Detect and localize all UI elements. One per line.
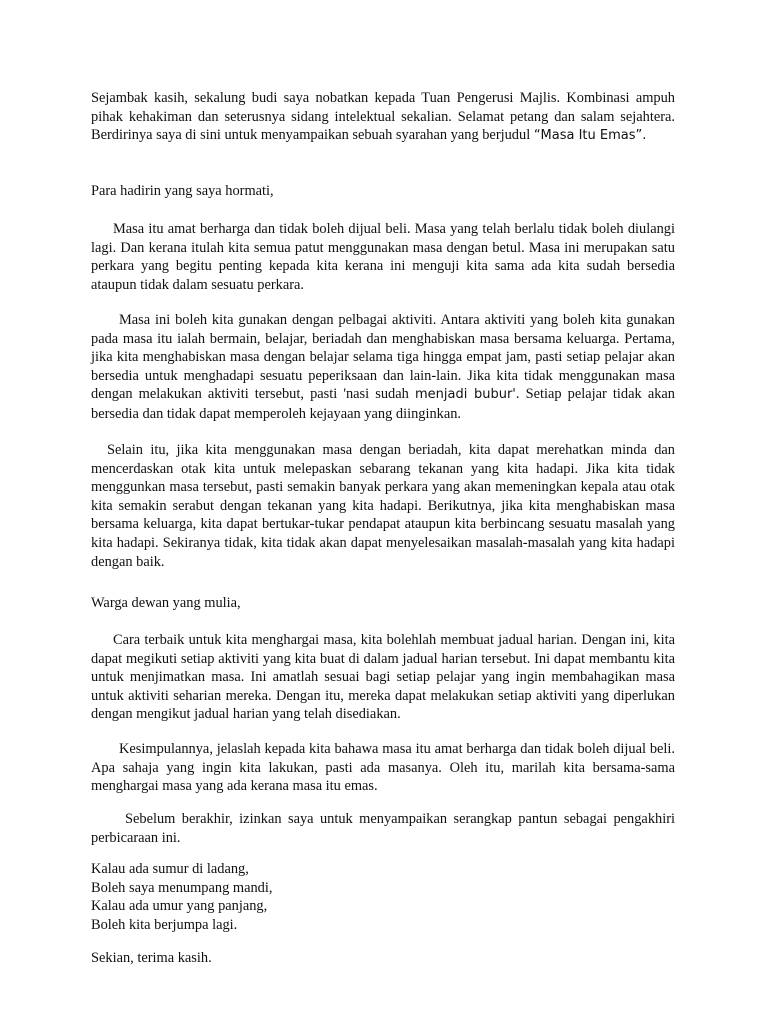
paragraph-2-end: . Setiap pelajar tidak akan bersedia dan tidak dapat memperoleh kejayaan yang diinginkan. (91, 386, 675, 422)
greeting-audience: Para hadirin yang saya hormati, (91, 183, 274, 199)
pantun-line: Boleh kita berjumpa lagi. (91, 916, 238, 933)
paragraph-2-text: Masa ini boleh kita gunakan dengan pelbagai aktiviti. Antara aktiviti yang boleh kita gunakan pada masa itu ialah bermain, belajar, beriadah dan menghabiskan masa bersama keluarga. Pertama, jika kita menghabiskan masa dengan belajar selama tiga hingga empat jam, pasti setiap pelajar akan bersedia untuk menghadapi sesuatu peperiksaan dan lain-lain. Jika kita tidak menggunakan masa dengan melakukan aktiviti tersebut, pasti 'nasi sudah (91, 312, 675, 403)
paragraph-4: Cara terbaik untuk kita menghargai masa, kita bolehlah membuat jadual harian. Dengan ini, kita dapat megikuti setiap aktiviti yang kita buat di dalam jadual harian tersebut. Ini dapat membantu kita untuk menjimatkan masa. Ini amatlah sesuai bagi setiap pelajar yang ingin membahagikan masa untuk aktiviti seharian mereka. Dengan itu, mereka dapat melakukan setiap aktiviti yang diperlukan dengan mengikut jadual harian yang telah disediakan. (91, 632, 675, 723)
pantun-line: Kalau ada umur yang panjang, (91, 898, 268, 915)
paragraph-6: Sebelum berakhir, izinkan saya untuk menyampaikan serangkap pantun sebagai pengakhiri perbicaraan ini. (91, 811, 675, 846)
paragraph-1: Masa itu amat berharga dan tidak boleh dijual beli. Masa yang telah berlalu tidak boleh diulangi lagi. Dan kerana itulah kita semua patut menggunakan masa dengan betul. Masa ini merupakan satu perkara yang begitu penting kepada kita kerana ini menguji kita sama ada kita sudah bersedia ataupun tidak dalam sesuatu perkara. (91, 221, 675, 293)
pantun-line: Boleh saya menumpang mandi, (91, 879, 273, 896)
paragraph-3: Selain itu, jika kita menggunakan masa dengan beriadah, kita dapat merehatkan minda dan mencerdaskan otak kita untuk melepaskan sebarang tekanan yang kita hadapi. Jika kita tidak menggunkan masa tersebut, pasti semakin banyak perkara yang akan memeningkan kepala atau otak kita semakin serabut dengan tekanan yang kita hadapi. Berikutnya, jika kita menghabiskan masa bersama keluarga, kita dapat bertukar-tukar pendapat ataupun kita berbincang sesuatu masalah yang kita hadapi. Sekiranya tidak, kita tidak akan dapat menyelesaikan masalah-masalah yang kita hadapi dengan baik. (91, 442, 675, 570)
idiom-text: menjadi bubur' (414, 387, 516, 403)
paragraph-5: Kesimpulannya, jelaslah kepada kita bahawa masa itu amat berharga dan tidak boleh dijual beli. Apa sahaja yang ingin kita lakukan, pasti ada masanya. Oleh itu, marilah kita bersama-sama menghargai masa yang ada kerana masa itu emas. (91, 741, 675, 795)
speech-title: “Masa Itu Emas”. (533, 128, 647, 144)
pantun-verse (91, 860, 675, 934)
intro-paragraph (91, 89, 675, 146)
intro-text: Sejambak kasih, sekalung budi saya nobatkan kepada Tuan Pengerusi Majlis. Kombinasi ampuh pihak kehakiman dan seterusnya sidang intelektual sekalian. Selamat petang dan salam sejahtera. Berdirinya saya di sini untuk menyampaikan sebuah syarahan yang berjudul (91, 90, 675, 144)
closing-line: Sekian, terima kasih. (91, 950, 212, 966)
pantun-line: Kalau ada sumur di ladang, (91, 861, 249, 877)
greeting-hall: Warga dewan yang mulia, (91, 595, 241, 611)
paragraph-2 (91, 311, 675, 424)
